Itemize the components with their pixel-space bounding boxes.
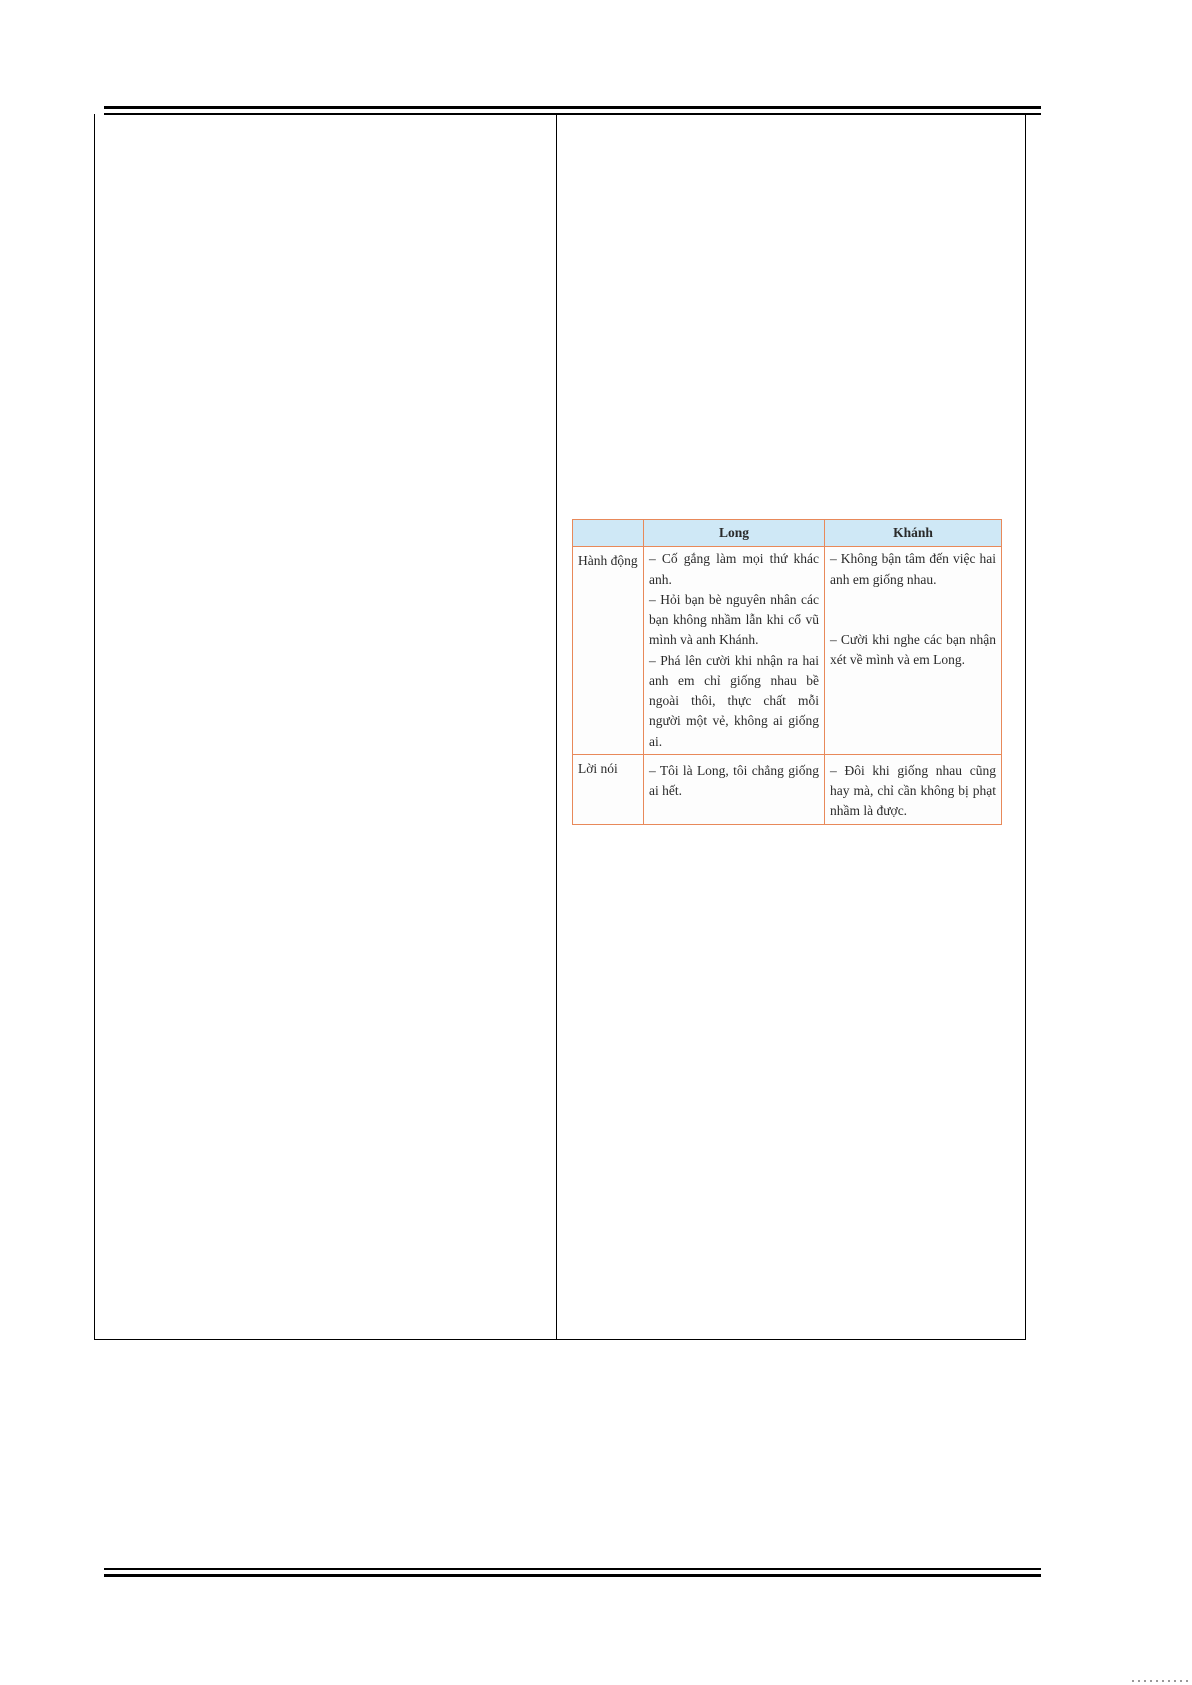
- spacer: [830, 590, 996, 630]
- long-action-2: – Hỏi bạn bè nguyên nhân các bạn không nhầm lẫn khi cổ vũ mình và anh Khánh.: [649, 591, 819, 648]
- table-row-speech: [573, 754, 1002, 824]
- row-label-speech: Lời nói: [573, 754, 644, 824]
- long-actions-cell: [644, 547, 825, 755]
- long-action-1: – Cố gắng làm mọi thứ khác anh.: [649, 551, 819, 587]
- khanh-action-1: – Không bận tâm đến việc hai anh em giống nhau.: [830, 551, 996, 587]
- khanh-actions-cell: [825, 547, 1002, 755]
- footer-rule: [104, 1568, 1041, 1577]
- khanh-speech-1: – Đôi khi giống nhau cũng hay mà, chỉ cần không bị phạt nhầm là được.: [830, 762, 996, 819]
- header-empty-cell: [573, 520, 644, 547]
- page-edge-dots: [1132, 1680, 1192, 1682]
- left-column: [95, 114, 556, 1339]
- table-header-row: [573, 520, 1002, 547]
- long-speech-1: – Tôi là Long, tôi chẳng giống ai hết.: [649, 762, 819, 798]
- header-long: Long: [644, 520, 825, 547]
- row-label-actions: Hành động: [573, 547, 644, 755]
- long-action-3: – Phá lên cười khi nhận ra hai anh em chỉ giống nhau bề ngoài thôi, thực chất mỗi người một vẻ, không ai giống ai.: [649, 652, 819, 749]
- two-column-table: [94, 114, 1026, 1340]
- table-row-actions: [573, 547, 1002, 755]
- long-speech-cell: [644, 754, 825, 824]
- character-comparison-table: [572, 519, 1002, 825]
- khanh-speech-cell: [825, 754, 1002, 824]
- khanh-action-2: – Cười khi nghe các bạn nhận xét về mình và em Long.: [830, 631, 996, 667]
- header-khanh: Khánh: [825, 520, 1002, 547]
- right-column: [557, 114, 1025, 1339]
